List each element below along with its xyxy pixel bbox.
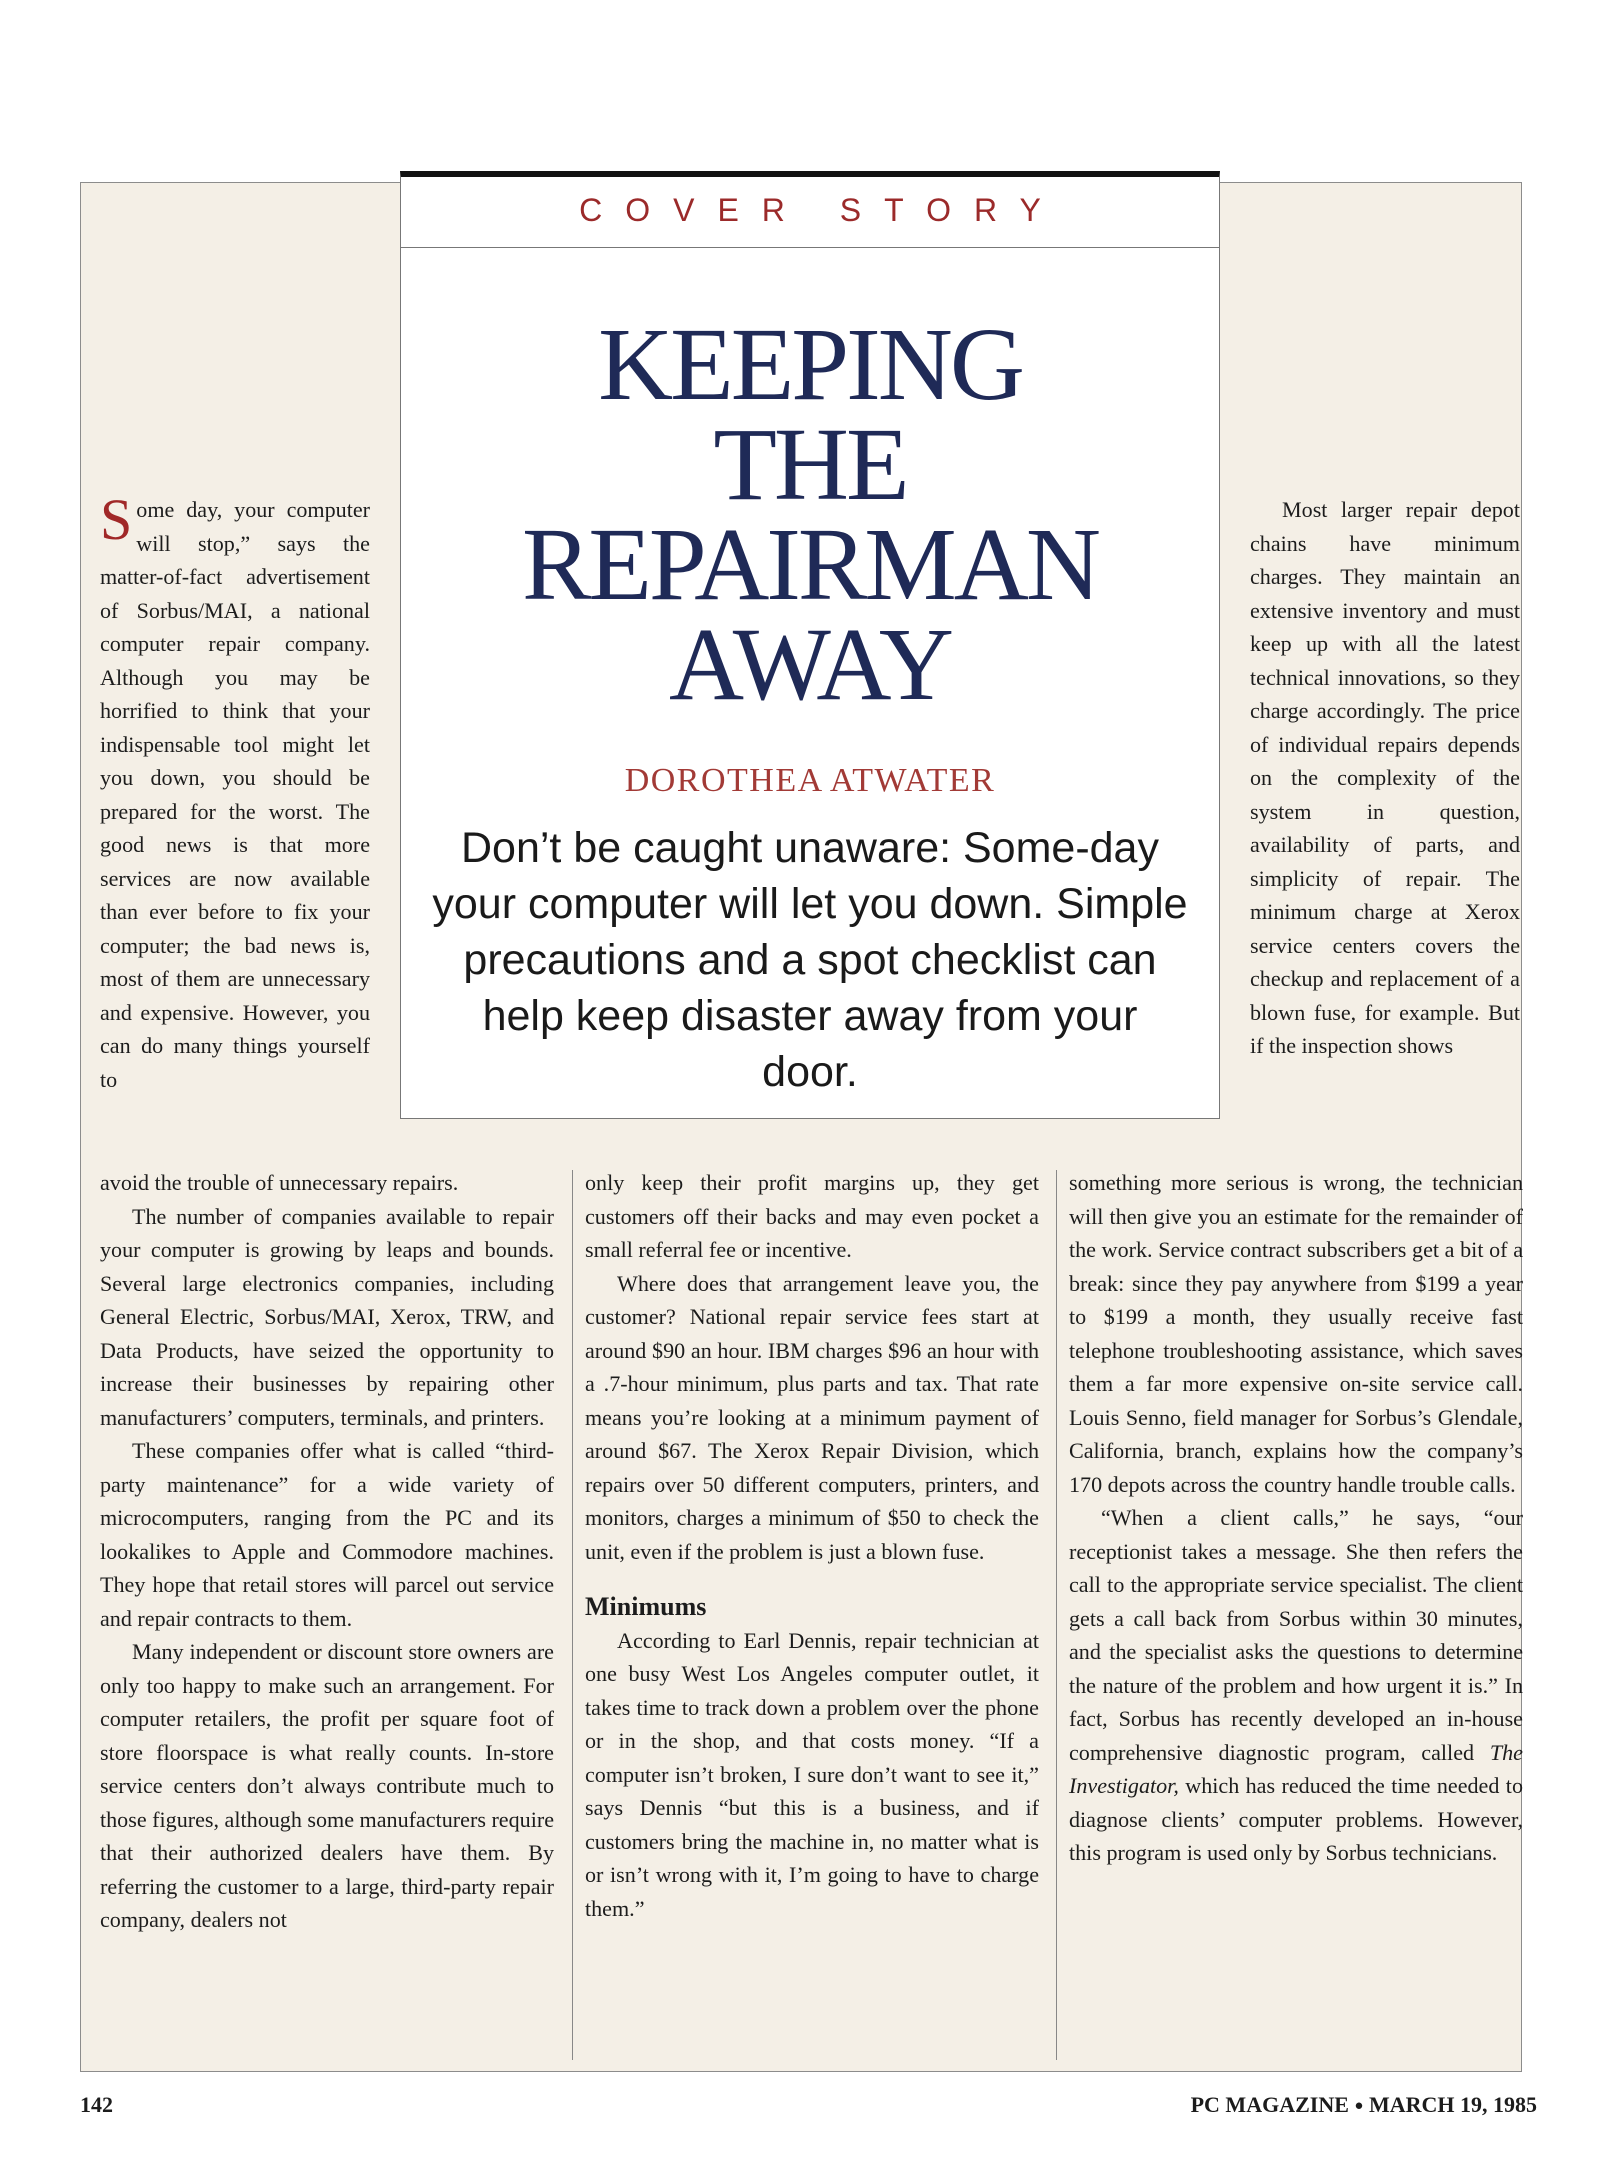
column-1-top — [100, 487, 370, 1096]
drop-cap: S — [100, 487, 133, 552]
page-number: 142 — [80, 2092, 113, 2117]
paragraph: only keep their profit margins up, they get customers off their backs and may even pocket a small referral fee or incentive. — [585, 1170, 1039, 1262]
paragraph: Where does that arrangement leave you, the customer? National repair service fees start at around $90 an hour. IBM charges $96 an hour with a .7-hour minimum, plus parts and tax. That rate means you’re looking at a minimum payment of around $67. The Xerox Repair Division, which repairs over 50 different computers, printers, and monitors, charges a minimum of $50 to check the unit, even if the problem is just a blown fuse. — [585, 1270, 1039, 1564]
subhead: Minimums — [585, 1592, 707, 1621]
kicker-rule — [401, 247, 1219, 248]
paragraph: Some day, your computer will stop,” says the matter-of-fact advertisement of Sorbus/MAI, a national computer repair company. Although you may be horrified to think that your indispensable tool might let you down, you should be prepared for the worst. The good news is that more services are now available than ever before to fix your computer; the bad news is, most of them are unnecessary and expensive. However, you can do many things yourself to — [100, 487, 370, 1092]
column-rule — [572, 1170, 573, 2060]
title-box — [400, 171, 1220, 1119]
column-3-bottom — [1069, 1166, 1523, 1870]
cover-story-kicker: COVER STORY — [579, 192, 1064, 228]
paragraph: According to Earl Dennis, repair technician at one busy West Los Angeles computer outlet, it takes time to track down a problem over the phone or in the shop, and that costs money. “If a computer isn’t broken, I sure don’t want to see it,” says Dennis “but this is a business, and if customers bring the machine in, no matter what is or isn’t wrong with it, I’m going to have to charge them.” — [585, 1627, 1039, 1921]
paragraph: Most larger repair depot chains have minimum charges. They maintain an extensive inventory and must keep up with all the latest technical innovations, so they charge accordingly. The price of individual repairs depends on the complexity of the system in question, availability of parts, and simplicity of repair. The minimum charge at Xerox service centers covers the checkup and replacement of a blown fuse, for example. But if the inspection shows — [1250, 497, 1520, 1058]
column-3-top — [1250, 493, 1520, 1063]
headline-line: AWAY — [668, 607, 952, 722]
byline: DOROTHEA ATWATER — [624, 762, 996, 799]
headline-line: THE — [713, 407, 907, 522]
program-title: The Investigator, — [1069, 1739, 1523, 1798]
column-rule — [1056, 1170, 1057, 2060]
bullet-icon: ● — [1354, 2098, 1364, 2114]
paragraph: These companies offer what is called “third-party maintenance” for a wide variety of microcomputers, ranging from the PC and its lookalikes to Apple and Commodore machines. They hope that retail stores will parcel out service and repair contracts to them. — [100, 1438, 554, 1631]
issue-date: MARCH 19, 1985 — [1368, 2092, 1537, 2117]
paragraph: avoid the trouble of unnecessary repairs. — [100, 1170, 459, 1195]
magazine-footer — [1191, 2092, 1537, 2118]
headline — [401, 307, 1219, 722]
paragraph: Many independent or discount store owners are only too happy to make such an arrangement. For computer retailers, the profit per square foot of store floorspace is what really counts. In-store service centers don’t always contribute much to those figures, although some manufacturers require that their authorized dealers have them. By referring the customer to a large, third-party repair company, dealers not — [100, 1639, 555, 1932]
column-2 — [585, 1166, 1039, 1925]
paragraph: The number of companies available to repair your computer is growing by leaps and bounds. Several large electronics companies, including General Electric, Sorbus/MAI, Xerox, TRW, and Data Products, have seized the opportunity to increase their businesses by repairing other manufacturers’ computers, terminals, and printers. — [100, 1203, 554, 1430]
deck: Don’t be caught unaware: Some-day your computer will let you down. Simple precautions and a spot checklist can help keep disaster away from your door. — [432, 824, 1188, 1096]
paragraph: something more serious is wrong, the technician will then give you an estimate for the remainder of the work. Service contract subscribers get a bit of a break: since they pay anywhere from $199 a year to $199 a month, they usually receive fast telephone troubleshooting assistance, which saves them a far more expensive on-site service call. Louis Senno, field manager for Sorbus’s Glendale, California, branch, explains how the company’s 170 depots across the country handle trouble calls. — [1069, 1170, 1523, 1497]
paragraph: “When a client calls,” he says, “our receptionist takes a message. She then refers the call to the appropriate service specialist. The client gets a call back from Sorbus within 30 minutes, and the specialist asks the questions to determine the nature of the problem and how urgent it is.” In fact, Sorbus has recently developed an in-house comprehensive diagnostic program, called The Investigator, which has reduced the time needed to diagnose clients’ computer problems. However, this program is used only by Sorbus technicians. — [1069, 1505, 1523, 1865]
headline-line: REPAIRMAN — [522, 507, 1098, 622]
column-1-bottom — [100, 1166, 554, 1937]
magazine-name: PC MAGAZINE — [1190, 2092, 1349, 2117]
headline-line: KEEPING — [598, 307, 1022, 422]
